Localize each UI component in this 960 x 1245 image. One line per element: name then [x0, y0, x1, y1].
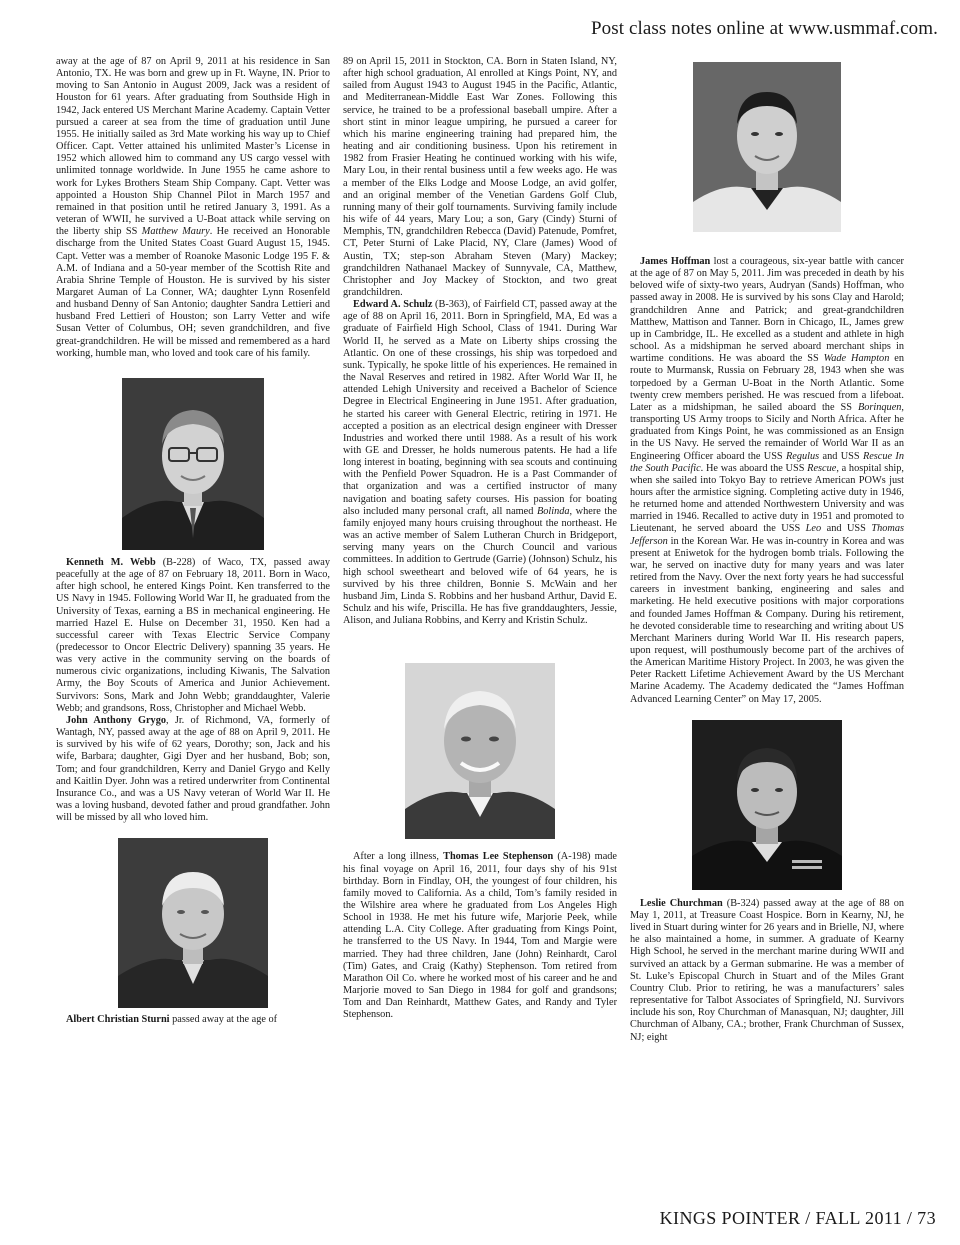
- sturni-portrait-photo: [118, 838, 268, 1008]
- ship-name: Regulus: [786, 450, 820, 462]
- ship-name: Matthew Maury: [141, 226, 210, 238]
- hoffman-obituary: James Hoffman lost a courageous, six-year battle with cancer at the age of 87 on May 5, 2011. Jim was preceded in death by his beloved wife of sixty-two years, Audryan (Sands) Hoffman, who passed away in 2008. He is survived by his sons Clay and Harold; grandchildren Anne and Patrick; and great-grandchildren Matthew, Mattison and Tanner. Born in Chicago, IL, James grew up in Cambridge, IL. He excelled as a student and athlete in high school. As a midshipman he served aboard merchant ships in wartime conditions. He was aboard the SS Wade Hampton en route to Murmansk, Russia on February 28, 1943 when she was torpedoed by a German U-Boat in the North Atlantic. Some twenty crew members perished. He was rescued from a lifeboat. Later as a midshipman, he sailed aboard the SS Borinquen, transporting US Army troops to Sicily and North Africa. After he graduated from Kings Point, he was commissioned as an Ensign in the US Navy. He served the remainder of World War II as an Engineering Officer aboard the USS Regulus and USS Rescue In the South Pacific. He was aboard the USS Rescue, a hospital ship, when she sailed into Tokyo Bay to retrieve American POWs just hours after the armistice signing. Completing active duty in 1946, he returned home and attended Northwestern University and was married in 1946. Recalled to active duty in 1951 and promoted to Lieutenant, he served aboard the USS Leo and USS Thomas Jefferson in the Korean War. He was in-country in Korea and was present at Eniwetok for the hydrogen bomb trials. Following the war, he served on inactive duty for many years and was later retired from the Navy. Over the next forty years he had successful careers in investment banking, engineering and sales and marketing. He held executive positions with major corporations and founded James Hoffman & Company. During his retirement, he devoted considerable time to researching and writing about US Merchant Mariners during World War II. His research papers, upon request, will posthumously become part of the archives of the American Maritime History Project. In 2003, he was given the Peter Rackett Lifetime Achievement Award by the US Merchant Marine Academy. The Academy dedicated the “James Hoffman Advanced Learning Center” on May 17, 2005.: [630, 256, 905, 705]
- hoffman-portrait-photo: [693, 62, 841, 232]
- churchman-obituary: Leslie Churchman (B-324) passed away at the age of 88 on May 1, 2011, at Treasure Coast Hospice. Born in Kearny, NJ, he lived in Stuart during winter for 26 years and in Brielle, NJ, where he also maintained a home, in summer. A graduate of Kearny High School, he served in the merchant marine during WWII and survived an attack by a German submarine. He was a member of St. Luke’s Episcopal Church in Stuart and of the Miles Grant Country Club. Prior to retiring, he was a manufacturers’ sales representative for Talbot Associates of Springfield, NJ. Survivors include his son, Roy Churchman of Manasquan, NJ; daughter, Jill Churchman of Albany, CA.; brother, Frank Churchman of Sussex, NJ; eight: [630, 897, 904, 1043]
- webb-name: Kenneth M. Webb: [66, 556, 156, 568]
- header-website-note: Post class notes online at www.usmmaf.com.: [590, 18, 938, 39]
- ship-name: Rescue In the South Pacific: [630, 450, 905, 474]
- vetter-obituary-continued: away at the age of 87 on April 9, 2011 at his residence in San Antonio, TX. He was born and grew up in Ft. Wayne, IN. Prior to moving to San Antonio in August 2009, Jack was a resident of Houston for 61 years. After graduating from Southside High in 1942, Jack entered US Merchant Marine Academy. Captain Vetter pursued a career at sea from the time of graduation until June 1955. He initially sailed as 3rd Mate working his way up to Chief Officer. Capt. Vetter attained his unlimited Master’s License in 1952 which allowed him to command any US cargo vessel with unlimited tonnage worldwide. In June 1955 he came ashore to work for Lykes Brothers Steam Ship Company. Capt. Vetter was appointed a Houston Ship Channel Pilot in March 1957 and remained in that position until he retired January 3, 1991. As a veteran of WWII, he survived a U-Boat attack while serving on the liberty ship SS Matthew Maury. He received an Honorable discharge from the United States Coast Guard August 15, 1945. Capt. Vetter was a member of Roanoke Masonic Lodge 195 F. & A.M. of Indiana and a 50-year member of the Scottish Rite and Arabia Shrine Temple of Houston. He is survived by his sister Margaret Auman of La Conner, WA; daughter Lynn Rosenfeld and husband Denny of San Antonio; daughter Sandra Lettieri and husband Fred Lettieri of Houston; son Larry Vetter and wife Susan Vetter of Columbus, OH; seven grandchildren, and five great-grandchildren. He will be missed and remembered as a hard working, humble man, who loved and took care of his family.: [56, 56, 331, 359]
- stephenson-name: Thomas Lee Stephenson: [443, 851, 554, 863]
- ship-name: Leo: [805, 523, 822, 535]
- webb-portrait-photo: [122, 378, 264, 550]
- schulz-name: Edward A. Schulz: [353, 299, 433, 311]
- ship-name: Thomas Jefferson: [630, 523, 905, 547]
- hoffman-name: James Hoffman: [640, 256, 711, 267]
- running-footer: KINGS POINTER / FALL 2011 / 73: [659, 1208, 936, 1228]
- schulz-obituary: Edward A. Schulz (B-363), of Fairfield CT, passed away at the age of 88 on April 16, 2011. Born in Springfield, MA, Ed was a graduate of Fairfield High School, Class of 1941. During War World II, he served as a Mate on Liberty ships crossing the Atlantic. On one of these crossings, his ship was torpedoed and sunk. Typically, he spoke little of his experiences. He remained in the Naval Reserves and retired in 1982. After World War II, he attended Lehigh University and received a Bachelor of Science Degree in Electrical Engineering in June 1951. After graduation, he started his career with General Electric, retiring in 1971. He accepted a position as an electrical design engineer with Dresser Industries and worked there until 1988. As a result of his work with GE and Dresser, he holds numerous patents. He had a life long interest in boating, beginning with sea scouts and continuing with the Penfield Power Squadron. He is a Past Commander of that organization and was a certified instructor of many navigation and boating safety courses. His passion for boating also included many personal craft, all named Bolinda, where the family enjoyed many hours cruising throughout the northeast. He was an active member of Salem Lutheran Church in Bridgeport, serving many years on the Church Council and various committees. In addition to Gertrude (Garrie) (Johnson) Schulz, his high school sweetheart and beloved wife of 64 years, he is survived by his three children, Bonnie S. McWain and her husband Jim, Linda S. Robbins and her husband Arthur, David E. Schulz and his wife, Priscilla. He has five granddaughters, Jessie, Alison, and Juliana Robbins, and Kerry and Kristin Schulz.: [343, 299, 617, 627]
- column-1: [56, 56, 330, 1027]
- ship-name: Wade Hampton: [823, 353, 890, 365]
- ship-name: Rescue: [807, 462, 837, 474]
- stephenson-obituary: After a long illness, Thomas Lee Stephenson (A-198) made his final voyage on April 16, 2011, four days shy of his 91st birthday. Born in Findlay, OH, the youngest of four children, his family moved to California. As a child, Tom’s family resided in the Wilshire area where he graduated from Los Angeles High School in 1938. He met his future wife, Marjorie Peek, while attending L.A. City College. After graduating from Kings Point, he transferred to the US Navy. In 1944, Tom and Margie were married. They had three children, Jane (John) Reinhardt, Carol (Tim) Gates, and Craig (Kathy) Stephenson. Tom retired from Marathon Oil Co. where he worked most of his career and he and Marjorie moved to San Diego in 1984 for golf and grandsons; Tom and Dan Reinhardt, Matthew Gates, and Randy and Tyler Stephenson.: [343, 851, 617, 1021]
- sturni-obituary-continued: 89 on April 15, 2011 in Stockton, CA. Born in Staten Island, NY, after high school graduation, Al enrolled at Kings Point, NY, and sailed from August 1943 to August 1945 in the Pacific, Atlantic, and Mediterranean-Middle East War Zones. Following this service, he trained to be a professional baseball umpire. After a short stint in minor league umpiring, he pursued a career for which his marine engineering training had prepared him, the heating and air conditioning business. Upon his retirement in 1982 from Frasier Heating he continued working with his wife, Mary Lou, in their rental business until a few weeks ago. He was a member of the Elks Lodge and Moose Lodge, an avid golfer, and an original member of the Venetian Gardens Golf Club, running many of their golf tournaments. Surviving family include his wife of 44 years, Mary Lou; a son, Gary (Cindy) Sturni of Memphis, TN, grandchildren Rebecca (David) Patenude, Pomfret, CT, Peter Sturni of Lake Placid, NY, Clare (James) Wood of Austin, TX; step-son Abraham Steven (Mary) Mackey; grandchildren Nathanael Mackey of Sunnyvale, CA, Matthew, Christopher and Joy Mackey of Stockton, and two great grandchildren.: [343, 56, 617, 298]
- grygo-name: John Anthony Grygo: [66, 714, 167, 726]
- churchman-name: Leslie Churchman: [640, 897, 723, 909]
- churchman-portrait-photo: [692, 720, 842, 890]
- grygo-obituary: John Anthony Grygo, Jr. of Richmond, VA, formerly of Wantagh, NY, passed away at the age of 88 on April 9, 2011. He is survived by his wife of 62 years, Dorothy; son, Jack and his wife, Barbara; daughter, Gigi Dyer and her husband, Bob; son, Tom; and four grandchildren, Kerry and Daniel Grygo and Kelly and Kaitlin Dyer. John was a retired underwriter from Continental Insurance Co., and was a US Navy veteran of World War II. He was a loving husband, devoted father and proud grandfather. John will be missed by all who loved him.: [56, 714, 330, 824]
- boat-name: Bolinda: [536, 505, 570, 517]
- column-2: [343, 56, 617, 1022]
- sturni-name: Albert Christian Sturni: [66, 1014, 170, 1026]
- webb-obituary: Kenneth M. Webb (B-228) of Waco, TX, passed away peacefully at the age of 87 on February 18, 2011. Born in Waco, after high school, he entered Kings Point. Ken transferred to the US Navy in 1945. Following World War II, he graduated from the University of Texas, earning a BS in mechanical engineering. He married Hazel E. Hulse on December 31, 1950. Ken had a successful career with Texas Electric Service Company (predecessor to Oncor Electric Delivery) spanning 35 years. He was very active in the community serving on the boards of numerous civic organizations, including Kiwanis, The Salvation Army, the Boy Scouts of America and Junior Achievement. Survivors: Sons, Mark and John Webb; granddaughter, Valerie Webb; and grandsons, Ross, Christopher and Michael Webb.: [56, 556, 330, 714]
- stephenson-portrait-photo: [405, 663, 555, 839]
- ship-name: Borinquen: [857, 401, 902, 413]
- sturni-obituary-start: Albert Christian Sturni passed away at the age of: [66, 1014, 278, 1026]
- column-3: [630, 56, 904, 1044]
